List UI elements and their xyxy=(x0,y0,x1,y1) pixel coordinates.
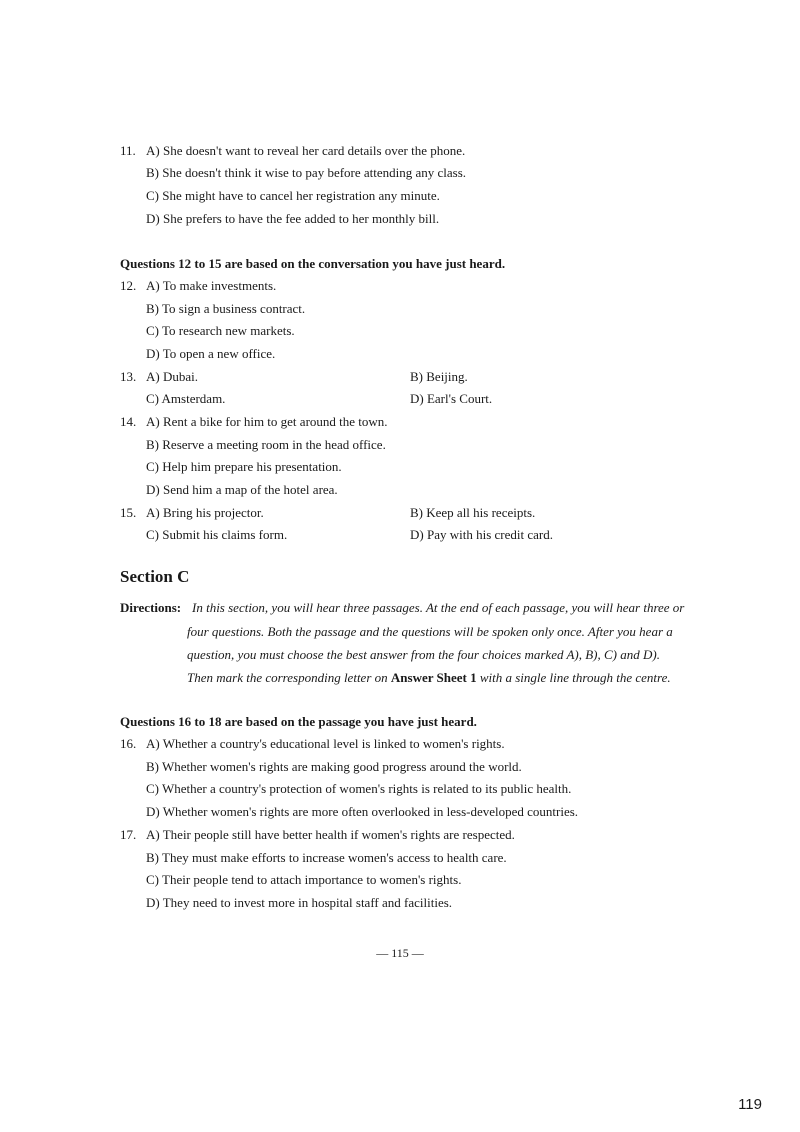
section-c-title: Section C xyxy=(120,567,190,586)
directions-line-4-end: with a single line through the centre. xyxy=(476,670,671,685)
q12-option-d: D) To open a new office. xyxy=(146,346,276,361)
question-number-12: 12. xyxy=(120,278,137,293)
question-number-11: 11. xyxy=(120,143,136,158)
q16-option-d: D) Whether women's rights are more often overlooked in less-developed countries. xyxy=(146,804,579,819)
q13-option-b: B) Beijing. xyxy=(410,369,468,384)
q11-option-d: D) She prefers to have the fee added to her monthly bill. xyxy=(146,211,440,226)
q11-option-c: C) She might have to cancel her registration any minute. xyxy=(146,188,440,203)
q14-option-c: C) Help him prepare his presentation. xyxy=(146,459,342,474)
directions-line-3: question, you must choose the best answer from the four choices marked A), B), C) and D). xyxy=(187,647,660,662)
q13-option-d: D) Earl's Court. xyxy=(410,391,493,406)
q14-option-a: A) Rent a bike for him to get around the town. xyxy=(146,414,388,429)
question-number-13: 13. xyxy=(120,369,137,384)
q17-option-a: A) Their people still have better health if women's rights are respected. xyxy=(146,827,515,842)
q11-option-a: A) She doesn't want to reveal her card details over the phone. xyxy=(146,143,466,158)
q15-option-a: A) Bring his projector. xyxy=(146,505,264,520)
q15-option-b: B) Keep all his receipts. xyxy=(410,505,536,520)
page-footer: — 115 — xyxy=(376,946,424,960)
q17-option-b: B) They must make efforts to increase women's access to health care. xyxy=(146,850,507,865)
questions-12-15-heading: Questions 12 to 15 are based on the conversation you have just heard. xyxy=(120,256,506,271)
q14-option-b: B) Reserve a meeting room in the head office. xyxy=(146,437,386,452)
q15-option-c: C) Submit his claims form. xyxy=(146,527,288,542)
question-number-14: 14. xyxy=(120,414,137,429)
q14-option-d: D) Send him a map of the hotel area. xyxy=(146,482,338,497)
q17-option-c: C) Their people tend to attach importance to women's rights. xyxy=(146,872,462,887)
questions-16-18-heading: Questions 16 to 18 are based on the passage you have just heard. xyxy=(120,714,477,729)
q16-option-b: B) Whether women's rights are making good progress around the world. xyxy=(146,759,522,774)
q12-option-b: B) To sign a business contract. xyxy=(146,301,306,316)
directions-label: Directions: xyxy=(120,600,182,615)
q16-option-a: A) Whether a country's educational level is linked to women's rights. xyxy=(146,736,505,751)
q17-option-d: D) They need to invest more in hospital staff and facilities. xyxy=(146,895,453,910)
directions-line-4 xyxy=(187,670,671,686)
q12-option-a: A) To make investments. xyxy=(146,278,277,293)
q12-option-c: C) To research new markets. xyxy=(146,323,295,338)
question-number-17: 17. xyxy=(120,827,137,842)
q15-option-d: D) Pay with his credit card. xyxy=(410,527,553,542)
q13-option-c: C) Amsterdam. xyxy=(146,391,226,406)
page-number: 119 xyxy=(738,1096,762,1113)
q16-option-c: C) Whether a country's protection of women's rights is related to its public health. xyxy=(146,781,572,796)
answer-sheet-label: Answer Sheet 1 xyxy=(390,670,477,685)
directions-line-2: four questions. Both the passage and the questions will be spoken only once. After you hear a xyxy=(187,624,673,639)
directions-line-1: In this section, you will hear three passages. At the end of each passage, you will hear three or xyxy=(192,600,685,615)
question-number-15: 15. xyxy=(120,505,137,520)
q11-option-b: B) She doesn't think it wise to pay before attending any class. xyxy=(146,165,467,180)
q13-option-a: A) Dubai. xyxy=(146,369,198,384)
question-number-16: 16. xyxy=(120,736,137,751)
directions-line-4-text: Then mark the corresponding letter on xyxy=(187,670,391,685)
